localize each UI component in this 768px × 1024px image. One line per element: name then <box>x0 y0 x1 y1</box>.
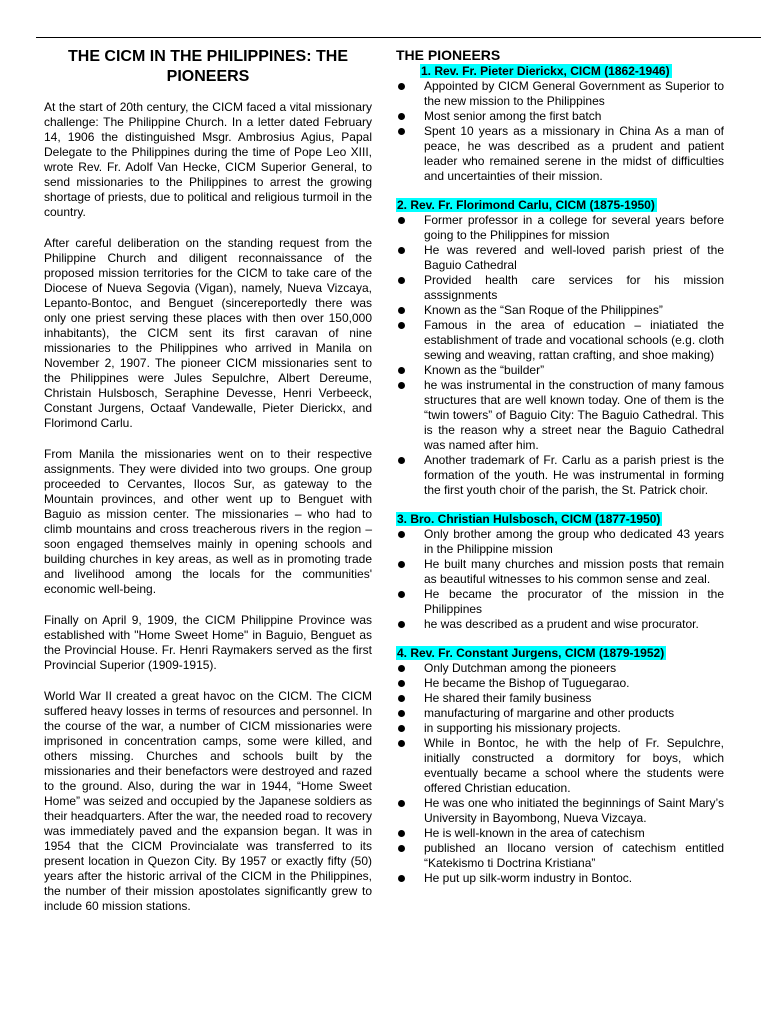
history-paragraph-3: From Manila the missionaries went on to their respective assignments. They were divided into two groups. One group proceeded to Cervantes, Ilocos Sur, as gateway to the Mountain provinces, and other went up to Benguet with Baguio as mission center. The missionaries – who had to climb mountains and cross treacherous rivers in the region – soon engaged themselves mainly in opening schools and building churches in key areas, as well as in promoting trade and livelihood among the locals for the communities' economic well-being. <box>44 447 372 596</box>
list-item <box>396 706 724 721</box>
bullet-icon <box>398 710 405 717</box>
pioneer-facts-list <box>396 661 724 886</box>
list-item <box>396 363 724 378</box>
list-item <box>396 124 724 184</box>
list-item <box>396 557 724 587</box>
list-item <box>396 243 724 273</box>
bullet-icon <box>398 83 405 90</box>
bullet-icon <box>398 800 405 807</box>
list-item <box>396 721 724 736</box>
fact-text: Known as the “builder” <box>424 363 545 377</box>
list-item <box>396 318 724 363</box>
pioneer-block <box>396 646 724 886</box>
list-item <box>396 826 724 841</box>
bullet-icon <box>398 217 405 224</box>
pioneers-section-title: THE PIONEERS <box>396 47 501 63</box>
fact-text: Provided health care services for his mission asssignments <box>424 273 724 302</box>
history-column <box>44 47 372 930</box>
fact-text: Famous in the area of education – iniatiated the establishment of trade and vocational schools (e.g. cloth sewing and weaving, rattan crafting, and shoe making) <box>424 318 724 362</box>
pioneer-heading-highlight: 4. Rev. Fr. Constant Jurgens, CICM (1879-1952) <box>397 646 665 660</box>
bullet-icon <box>398 531 405 538</box>
history-paragraph-1: At the start of 20th century, the CICM faced a vital missionary challenge: The Philippine Church. In a letter dated February 14, 1906 the distinguished Msgr. Ambrosius Agius, Papal Delegate to the Philippines during the time of Pope Leo XIII, wrote Rev. Fr. Adolf Van Hecke, CICM Superior General, to send missionaries to the Philippines to arrest the growing shortage of priests, due to political and religious turmoil in the country. <box>44 100 372 219</box>
list-item <box>396 378 724 453</box>
list-item <box>396 109 724 124</box>
fact-text: published an Ilocano version of catechism entitled “Katekismo ti Doctrina Kristiana” <box>424 841 724 870</box>
fact-text: manufacturing of margarine and other products <box>424 706 675 720</box>
bullet-icon <box>398 561 405 568</box>
pioneer-block <box>396 512 724 632</box>
list-item <box>396 303 724 318</box>
list-item <box>396 676 724 691</box>
fact-text: Only Dutchman among the pioneers <box>424 661 617 675</box>
fact-text: While in Bontoc, he with the help of Fr. Sepulchre, initially constructed a dormitory for boys, which eventually became a school where the students were offered Christian education. <box>424 736 724 795</box>
fact-text: Former professor in a college for several years before going to the Philippines for mission <box>424 213 724 242</box>
bullet-icon <box>398 457 405 464</box>
bullet-icon <box>398 113 405 120</box>
list-item <box>396 841 724 871</box>
pioneers-list <box>396 64 724 886</box>
list-item <box>396 587 724 617</box>
history-paragraph-2: After careful deliberation on the standing request from the Philippine Church and diligent reconnaissance of the proposed mission territories for the CICM to take care of the Diocese of Nueva Segovia (Vigan), namely, Nueva Vizcaya, Lepanto-Bontoc, and Benguet (sincereportedly there was only one priest serving these places with then over 150,000 inhabitants), the CICM sent its first caravan of nine missionaries to the Philippines who arrived in Manila on November 2, 1907. The pioneer CICM missionaries sent to the Philippines were Jules Sepulchre, Albert Dereume, Christain Hulsbosch, Seraphine Devesse, Henri Verbeeck, Constant Jurgens, Octaaf Vandewalle, Pieter Dierickx, and Florimond Carlu. <box>44 236 372 430</box>
pioneer-heading <box>396 646 724 661</box>
bullet-icon <box>398 680 405 687</box>
bullet-icon <box>398 845 405 852</box>
bullet-icon <box>398 830 405 837</box>
bullet-icon <box>398 322 405 329</box>
pioneer-heading-highlight: 2. Rev. Fr. Florimond Carlu, CICM (1875-1950) <box>397 198 655 212</box>
list-item <box>396 691 724 706</box>
history-paragraph-4: Finally on April 9, 1909, the CICM Philippine Province was established with "Home Sweet Home" in Baguio, Benguet as the Provincial House. Fr. Henri Raymakers served as the first Provincial Superior (1909-1915). <box>44 613 372 672</box>
fact-text: Most senior among the first batch <box>424 109 602 123</box>
bullet-icon <box>398 307 405 314</box>
pioneer-heading-highlight: 3. Bro. Christian Hulsbosch, CICM (1877-1950) <box>397 512 661 526</box>
pioneer-block <box>396 198 724 498</box>
fact-text: Spent 10 years as a missionary in China As a man of peace, he was described as a prudent and patient leader who remained serene in the midst of difficulties and uncertainties of their mission. <box>424 124 724 183</box>
bullet-icon <box>398 695 405 702</box>
pioneer-facts-list <box>396 213 724 498</box>
fact-text: Another trademark of Fr. Carlu as a parish priest is the formation of the youth. He was instrumental in forming the first youth choir of the parish, the St. Patrick choir. <box>424 453 724 497</box>
list-item <box>396 796 724 826</box>
bullet-icon <box>398 382 405 389</box>
fact-text: He built many churches and mission posts that remain as beautiful witnesses to his common sense and zeal. <box>424 557 724 586</box>
bullet-icon <box>398 247 405 254</box>
fact-text: He was one who initiated the beginnings of Saint Mary’s University in Bayombong, Nueva Vizcaya. <box>424 796 724 825</box>
list-item <box>396 736 724 796</box>
bullet-icon <box>398 591 405 598</box>
bullet-icon <box>398 621 405 628</box>
pioneer-facts-list <box>396 79 724 184</box>
pioneer-heading <box>396 512 724 527</box>
bullet-icon <box>398 725 405 732</box>
pioneer-heading <box>396 64 724 79</box>
list-item <box>396 661 724 676</box>
bullet-icon <box>398 128 405 135</box>
bullet-icon <box>398 740 405 747</box>
fact-text: he was instrumental in the construction of many famous structures that are well known today. One of them is the “twin towers” of Baguio City: The Baguio Cathedral. This is the reason why a street near the Baguio Cathedral was named after him. <box>424 378 724 452</box>
fact-text: Appointed by CICM General Government as Superior to the new mission to the Philippines <box>424 79 724 108</box>
fact-text: Only brother among the group who dedicated 43 years in the Philippine mission <box>424 527 724 556</box>
bullet-icon <box>398 665 405 672</box>
fact-text: he was described as a prudent and wise procurator. <box>424 617 699 631</box>
fact-text: He became the procurator of the mission in the Philippines <box>424 587 724 616</box>
list-item <box>396 79 724 109</box>
top-rule <box>36 37 761 38</box>
fact-text: He became the Bishop of Tuguegarao. <box>424 676 630 690</box>
history-paragraph-5: World War II created a great havoc on the CICM. The CICM suffered heavy losses in terms of resources and personnel. In the course of the war, a number of CICM missionaries were imprisoned in concentration camps, some were killed, and others missing. Churches and schools built by the missionaries and their benefactors were destroyed and razed to the ground. Also, during the war in 1944, “Home Sweet Home” was seized and occupied by the Japanese soldiers as their headquarters. After the war, the needed road to recovery was immediately paved and the expansion began. It was in 1954 that the CICM Provincialate was transferred to its present location in Quezon City. By 1957 or exactly fifty (50) years after the historic arrival of the CICM in the Philippines, the number of their mission apostolates significantly grew to include 60 mission stations. <box>44 689 372 913</box>
list-item <box>396 527 724 557</box>
list-item <box>396 213 724 243</box>
pioneers-column <box>396 47 724 900</box>
fact-text: in supporting his missionary projects. <box>424 721 621 735</box>
fact-text: He put up silk-worm industry in Bontoc. <box>424 871 633 885</box>
bullet-icon <box>398 277 405 284</box>
fact-text: He was revered and well-loved parish priest of the Baguio Cathedral <box>424 243 724 272</box>
fact-text: Known as the “San Roque of the Philippines” <box>424 303 663 317</box>
fact-text: He is well-known in the area of catechism <box>424 826 645 840</box>
fact-text: He shared their family business <box>424 691 592 705</box>
list-item <box>396 273 724 303</box>
pioneer-heading-highlight: 1. Rev. Fr. Pieter Dierickx, CICM (1862-1946) <box>421 64 670 78</box>
bullet-icon <box>398 367 405 374</box>
document-title: THE CICM IN THE PHILIPPINES: THE PIONEERS <box>67 48 348 85</box>
pioneer-block <box>396 64 724 184</box>
list-item <box>396 453 724 498</box>
pioneer-facts-list <box>396 527 724 632</box>
list-item <box>396 617 724 632</box>
pioneer-heading <box>396 198 724 213</box>
list-item <box>396 871 724 886</box>
bullet-icon <box>398 875 405 882</box>
